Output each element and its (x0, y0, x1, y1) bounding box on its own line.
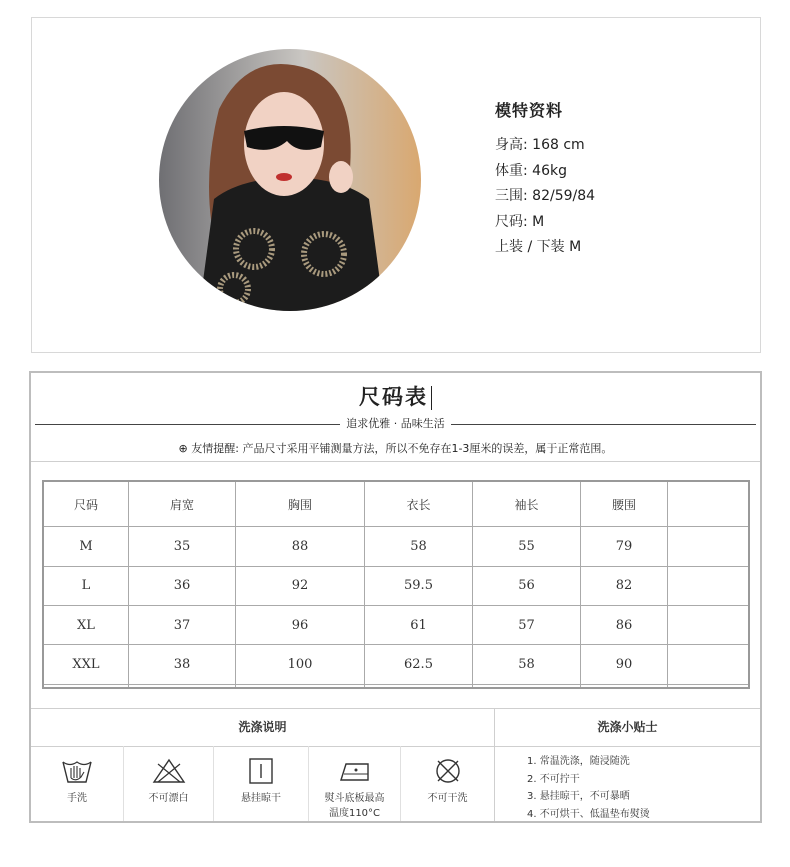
table-row (43, 605, 749, 644)
model-info (495, 98, 595, 261)
care-item (124, 746, 214, 821)
care-instructions-title: 洗涤说明 (31, 709, 494, 747)
table-cell (668, 566, 750, 605)
no-bleach-icon (152, 758, 186, 784)
table-cell: XL (43, 605, 129, 644)
table-cell: 62.5 (365, 645, 473, 684)
care-tip: 2. 不可拧干 (527, 773, 580, 785)
table-cell: 35 (129, 527, 236, 566)
table-cell: 58 (365, 527, 473, 566)
table-cell: 79 (581, 527, 668, 566)
table-cell: XXL (43, 645, 129, 684)
table-cell: 59.5 (365, 566, 473, 605)
table-header-row (43, 481, 749, 527)
care-tip: 3. 悬挂晾干，不可暴晒 (527, 791, 630, 802)
table-header-cell: 衣长 (365, 481, 473, 527)
table-cell: 58 (473, 645, 581, 684)
table-header-cell: 胸围 (236, 481, 365, 527)
table-cell: 88 (236, 527, 365, 566)
table-cell: 36 (129, 566, 236, 605)
model-height: 身高: 168 cm (495, 137, 585, 153)
care-tips-title: 洗涤小贴士 (495, 709, 760, 747)
model-info-title: 模特资料 (495, 101, 564, 120)
table-cell (43, 684, 129, 688)
table-cell (473, 684, 581, 688)
table-cell (236, 684, 365, 688)
care-label-line1: 熨斗底板最高 (324, 793, 385, 804)
table-cell: M (43, 527, 129, 566)
table-cell: L (43, 566, 129, 605)
table-cell: 86 (581, 605, 668, 644)
no-dry-clean-icon (431, 758, 465, 784)
table-cell: 90 (581, 645, 668, 684)
care-tips-list (527, 753, 650, 823)
table-cell: 82 (581, 566, 668, 605)
table-header-cell: 肩宽 (129, 481, 236, 527)
hand-wash-icon (60, 758, 94, 784)
model-size: 尺码: M (495, 213, 545, 230)
iron-icon (338, 758, 372, 784)
table-cell: 38 (129, 645, 236, 684)
table-row (43, 645, 749, 684)
care-tip: 1. 常温洗涤，随浸随洗 (527, 756, 630, 767)
care-item (214, 746, 309, 821)
table-cell (668, 645, 750, 684)
table-cell (365, 684, 473, 688)
care-item (31, 746, 124, 821)
section-divider (31, 461, 760, 462)
size-chart-section (29, 371, 762, 823)
model-card (31, 17, 761, 353)
table-cell: 100 (236, 645, 365, 684)
model-outfit: 上装 / 下装 M (495, 239, 582, 255)
care-icons (31, 746, 494, 821)
care-label: 不可漂白 (148, 793, 189, 804)
care-tip: 4. 不可烘干、低温垫布熨烫 (527, 808, 650, 820)
model-weight: 体重: 46kg (495, 162, 567, 179)
care-divider (494, 709, 495, 821)
table-cell (129, 684, 236, 688)
hang-dry-icon (244, 758, 278, 784)
table-row (43, 527, 749, 566)
size-table (42, 480, 750, 689)
table-cell (668, 605, 750, 644)
table-header-cell (668, 481, 750, 527)
slogan-text: 追求优雅 · 品味生活 (340, 417, 451, 430)
care-label: 悬挂晾干 (241, 793, 281, 804)
care-section (31, 708, 760, 821)
care-item (309, 746, 401, 821)
care-label-line2: 温度110°C (328, 808, 381, 819)
table-header-cell: 尺码 (43, 481, 129, 527)
table-cell (581, 684, 668, 688)
slogan-row (31, 417, 760, 431)
table-row (43, 566, 749, 605)
table-cell: 61 (365, 605, 473, 644)
model-measurements: 三围: 82/59/84 (495, 188, 596, 204)
measurement-tip: ⊕ 友情提醒: 产品尺寸采用平铺测量方法，所以不免存在1-3厘米的误差，属于正常范围。 (178, 442, 613, 455)
table-header-cell: 袖长 (473, 481, 581, 527)
size-chart-title: 尺码表 (31, 381, 760, 411)
care-item (401, 746, 494, 821)
table-cell: 55 (473, 527, 581, 566)
table-cell (668, 684, 750, 688)
care-label: 手洗 (67, 793, 87, 804)
model-photo (159, 49, 421, 311)
table-header-cell: 腰围 (581, 481, 668, 527)
table-row (43, 684, 749, 688)
table-cell (668, 527, 750, 566)
table-cell: 96 (236, 605, 365, 644)
care-label: 不可干洗 (427, 793, 468, 804)
table-cell: 37 (129, 605, 236, 644)
table-cell: 56 (473, 566, 581, 605)
table-cell: 92 (236, 566, 365, 605)
table-cell: 57 (473, 605, 581, 644)
